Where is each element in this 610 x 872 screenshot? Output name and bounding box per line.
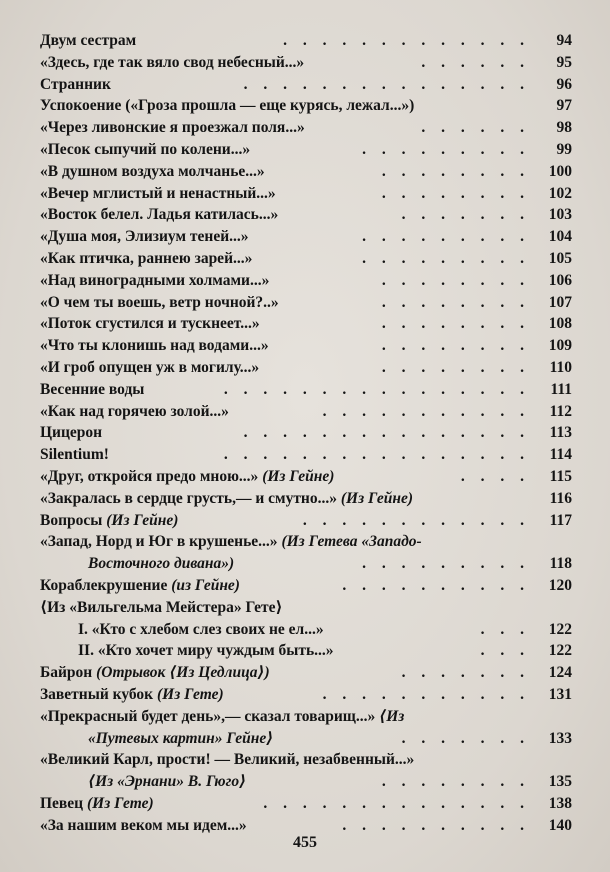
toc-entry [40,161,572,183]
toc-page-number: 118 [549,555,572,573]
toc-entry-title-text: Певец [40,794,87,812]
toc-entry-title-text: Кораблекрушение [40,576,172,594]
toc-entry [40,771,572,793]
toc-page-number: 95 [556,53,572,71]
toc-page-number: 106 [548,271,572,289]
toc-dot-leader: . . . . . . . . [381,271,530,289]
toc-page-number: 94 [556,32,572,49]
toc-dot-leader: . . . . . . . . . [362,555,530,573]
toc-entry-title-text: «Над виноградными холмами...» [40,271,270,289]
toc-entry-title [40,248,252,270]
toc-entry [40,575,572,597]
toc-entry-title-text: «Запад, Норд и Юг в крушенье...» [40,533,282,551]
toc-entry-title-text: «Что ты клонишь над водами...» [40,337,269,355]
toc-entry-title [40,444,109,466]
toc-entry-source: (Из Гейне) [106,511,179,529]
toc-page-number: 113 [549,424,572,442]
toc-entry-title [40,488,413,510]
toc-dot-leader: . . . . . . . . . [362,140,530,158]
toc-entry-title [40,357,259,379]
toc-entry-title-text: «В душном воздуха молчанье...» [40,162,265,180]
toc-entry-title [40,74,111,96]
toc-entry-title [40,270,269,292]
toc-entry [40,553,572,575]
toc-page-number: 114 [549,446,572,464]
toc-entry [40,401,572,423]
toc-entry-source: (Из Гейне) [262,467,335,485]
toc-entry [40,531,572,553]
toc-entry [40,335,572,357]
toc-entry-title [78,640,334,662]
toc-entry-title-text: «Вечер мглистый и ненастный...» [40,184,276,202]
toc-entry [40,248,572,270]
toc-page-number: 120 [548,576,572,594]
toc-page-number: 135 [548,773,572,791]
toc-entry-title-text: «И гроб опущен уж в могилу...» [40,358,260,376]
toc-dot-leader: . . . . . . . . . . . . . . . . [223,380,530,398]
toc-entry-title-text: Заветный кубок [40,685,157,703]
toc-entry-title [40,422,102,444]
toc-entry-title-text: Silentium! [40,446,109,464]
toc-dot-leader: . . . . . . . . [381,293,530,311]
toc-dot-leader: . . . . . . . [401,729,530,747]
toc-dot-leader: . . . . . . . . [381,315,530,333]
toc-entry-title-text: «Великий Карл, прости! — Великий, незабвенный...» [40,751,415,769]
page-number: 455 [293,834,317,851]
toc-entry-title [40,95,414,117]
toc-dot-leader: . . . . . . . . . . . . . . . [243,75,530,93]
toc-entry [40,619,572,641]
toc-entry-title [78,619,324,641]
toc-entry-title [40,183,276,205]
toc-dot-leader: . . . [480,620,530,638]
toc-entry-source: Восточного дивана») [88,555,235,573]
toc-entry [40,466,572,488]
toc-page-number: 99 [556,140,572,158]
toc-entry-title-text: «Закралась в сердце грусть,— и смутно...» [40,489,341,507]
toc-entry-title [40,117,305,139]
toc-entry-title-text: «Как над горячею золой...» [40,402,229,420]
toc-dot-leader: . . . . . . . . . . . . [302,511,530,529]
toc-page-number: 133 [548,729,572,747]
toc-page-number: 122 [548,620,572,638]
toc-dot-leader: . . . [480,642,530,660]
toc-dot-leader: . . . . . . . . [381,773,530,791]
toc-dot-leader: . . . . . . . . . . . . . . . [243,424,530,442]
toc-dot-leader: . . . . . . . . . [362,228,530,246]
toc-dot-leader: . . . . . . . . . . . . . . [263,794,530,812]
toc-entry-title-text: Двум сестрам [40,32,137,49]
toc-entry-title-text: Странник [40,75,111,93]
toc-entry-title-text: Цицерон [40,424,103,442]
toc-dot-leader: . . . . . . [421,53,530,71]
toc-page-number: 111 [550,380,572,398]
toc-entry-title-text: «Песок сыпучий по колени...» [40,140,251,158]
toc-entry-title-text: «Душа моя, Элизиум теней...» [40,228,249,246]
toc-entry-source: ⟨Из [379,707,405,725]
toc-dot-leader: . . . . . . . [401,206,530,224]
toc-page-number: 122 [548,642,572,660]
toc-entry [40,270,572,292]
toc-dot-leader: . . . . . . . [401,664,530,682]
toc-dot-leader: . . . . . . . . . [362,249,530,267]
toc-entry [40,117,572,139]
toc-page-number: 117 [549,511,572,529]
toc-entry-title [40,379,144,401]
toc-page-number: 100 [548,162,572,180]
toc-entry-title-text: Байрон [40,664,97,682]
toc-entry-title-text: «Прекрасный будет день»,— сказал товарищ...» [40,707,380,725]
toc-entry-title [40,52,304,74]
toc-entry [40,793,572,815]
toc-entry-source: (Из Гете) [157,685,224,703]
toc-entry [40,444,572,466]
toc-page-number: 97 [556,97,572,115]
toc-entry-source: ⟨Из «Эрнани» В. Гюго⟩ [88,773,247,791]
toc-entry-title-text: II. «Кто хочет миру чуждым быть...» [78,642,334,660]
toc-page-number: 110 [549,358,572,376]
toc-page-number: 131 [548,685,572,703]
toc-entry-title-text: «Здесь, где так вяло свод небесный...» [40,53,305,71]
toc-entry [40,292,572,314]
toc-entry-title [40,510,178,532]
toc-entry-title [40,706,404,728]
toc-entry-title-text: Вопросы [40,511,107,529]
table-of-contents [40,30,572,836]
toc-entry [40,706,572,728]
toc-dot-leader: . . . . [460,467,530,485]
toc-entry-title [40,575,240,597]
toc-page-number: 112 [549,402,572,420]
toc-entry-title-text: «Поток сгустился и тускнеет...» [40,315,260,333]
toc-entry [40,379,572,401]
toc-entry [40,74,572,96]
toc-page-number: 107 [548,293,572,311]
toc-dot-leader: . . . . . . . . [381,184,530,202]
toc-page-number: 124 [548,664,572,682]
toc-entry-title-text: Успокоение («Гроза прошла — еще курясь, лежал...») [40,97,415,115]
toc-page-number: 116 [549,489,572,507]
toc-entry [40,640,572,662]
toc-entry [40,52,572,74]
toc-dot-leader: . . . . . . . . [381,162,530,180]
toc-entry [40,728,572,750]
toc-entry-source: (Из Гетева «Западо- [281,533,422,551]
toc-entry-title-text: «Через ливонские я проезжал поля...» [40,119,305,137]
toc-dot-leader: . . . . . . . . [381,337,530,355]
toc-entry-title [40,597,283,619]
toc-entry-source: (Отрывок ⟨Из Цедлица⟩) [96,664,270,682]
toc-entry-title-text: «Как птичка, раннею зарей...» [40,249,253,267]
toc-entry-title [88,728,273,750]
toc-entry-title [40,204,278,226]
toc-entry-title [40,30,136,52]
toc-entry [40,597,572,619]
toc-entry-source: «Путевых картин» Гейне⟩ [88,729,274,747]
toc-page-number: 115 [549,467,572,485]
toc-dot-leader: . . . . . . . . . . [342,816,530,834]
toc-entry [40,95,572,117]
toc-page-number: 96 [556,75,572,93]
toc-entry [40,183,572,205]
toc-dot-leader: . . . . . . . . . . . [322,402,530,420]
toc-entry-title [40,313,260,335]
toc-page-number: 98 [556,119,572,137]
toc-entry [40,684,572,706]
toc-entry [40,226,572,248]
toc-entry-title [40,793,154,815]
toc-entry-title [40,226,249,248]
toc-entry [40,488,572,510]
toc-entry [40,662,572,684]
toc-entry-title-text: «Друг, откройся предо мною...» [40,467,263,485]
toc-entry-title [40,161,265,183]
toc-entry-title-text: «За нашим веком мы идем...» [40,816,247,834]
toc-page-number: 140 [548,816,572,834]
toc-entry-title-text: «О чем ты воешь, ветр ночной?..» [40,293,279,311]
toc-entry-title [88,771,246,793]
toc-page-number: 105 [548,249,572,267]
toc-entry-title-text: Весенние воды [40,380,145,398]
toc-entry-title [40,684,224,706]
toc-entry-title [40,531,422,553]
toc-entry [40,204,572,226]
toc-entry-title [40,139,250,161]
toc-entry-title [40,401,229,423]
toc-entry-title-text: I. «Кто с хлебом слез своих не ел...» [78,620,324,638]
toc-entry-source: (из Гейне) [171,576,240,594]
toc-entry-title-text: «Восток белел. Ладья катилась...» [40,206,279,224]
toc-entry [40,357,572,379]
toc-dot-leader: . . . . . . . . . . . . . . . . [223,446,530,464]
toc-page-number: 103 [548,206,572,224]
toc-dot-leader: . . . . . . . . . . [342,576,530,594]
toc-entry-title [88,553,234,575]
toc-entry-title [40,292,279,314]
toc-entry-title [40,335,269,357]
toc-dot-leader: . . . . . . . . [381,358,530,376]
toc-entry [40,139,572,161]
toc-entry-title [40,466,334,488]
toc-page-number: 109 [548,337,572,355]
toc-entry [40,313,572,335]
toc-entry [40,422,572,444]
toc-entry-source: (Из Гете) [87,794,154,812]
toc-page-number: 102 [548,184,572,202]
toc-entry-title [40,749,414,771]
toc-entry-source: (Из Гейне) [340,489,414,507]
toc-entry [40,510,572,532]
toc-dot-leader: . . . . . . . . . . . [322,685,530,703]
toc-entry [40,30,572,52]
toc-dot-leader: . . . . . . [421,119,530,137]
toc-page-number: 108 [548,315,572,333]
toc-page-number: 104 [548,228,572,246]
toc-dot-leader: . . . . . . . . . . . . . [283,32,530,49]
toc-entry [40,749,572,771]
toc-entry-title [40,662,270,684]
toc-page-number: 138 [548,794,572,812]
toc-entry-title-text: ⟨Из «Вильгельма Мейстера» Гете⟩ [40,598,283,616]
